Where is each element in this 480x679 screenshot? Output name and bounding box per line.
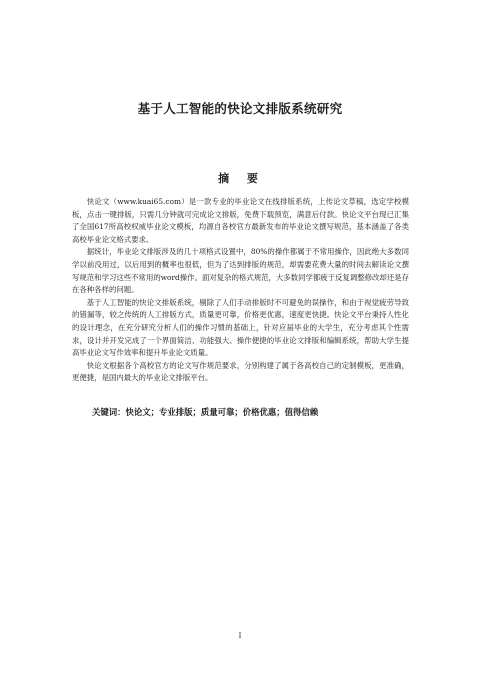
abstract-paragraph: 快论文根据各个高校官方的论文写作规范要求，分别构建了属于各高校自己的定制模板，更准确，更便捷，是国内最大的毕业论文排版平台。 — [72, 360, 409, 383]
page-number: I — [238, 632, 242, 640]
abstract-body — [72, 196, 409, 385]
abstract-paragraph: 快论文（www.kuai65.com）是一款专业的毕业论文在线排版系统，上传论文草稿，选定学校模板，点击一键排版，只需几分钟就可完成论文排版，免费下载预览，满意后付款。快论文平台现已汇集了全国617所高校权威毕业论文模板，均源自各校官方最新发布的毕业论文撰写规范，基本涵盖了各类高校毕业论文格式要求。 — [72, 197, 409, 244]
abstract-heading: 摘 要 — [218, 172, 262, 185]
paper-title: 基于人工智能的快论文排版系统研究 — [137, 101, 343, 116]
keywords-line: 关键词：快论文；专业排版；质量可靠；价格优惠；值得信赖 — [92, 407, 319, 417]
abstract-paragraph: 据统计，毕业论文排版涉及的几十项格式设置中，80%的操作都属于不常用操作，因此绝大多数同学以前没用过，以后用到的概率也很低，但为了达到排版的规范，却需要花费大量的时间去解读论文撰写规范和学习这些不常用的word操作。面对复杂的格式规范，大多数同学都疲于反复调整修改却还是存在各种各样的问题。 — [72, 247, 409, 295]
abstract-paragraph: 基于人工智能的快论文排版系统，剔除了人们手动排版时不可避免的误操作，和由于视觉疲劳导致的错漏等，较之传统的人工排版方式，质量更可靠，价格更优惠，速度更快捷。快论文平台秉持人性化的设计理念，在充分研究分析人们的操作习惯的基础上，针对应届毕业的大学生，充分考虑其个性需求，设计并开发完成了一个界面简洁、功能强大、操作便捷的毕业论文排版和编辑系统，帮助大学生提高毕业论文写作效率和提升毕业论文质量。 — [72, 297, 409, 358]
